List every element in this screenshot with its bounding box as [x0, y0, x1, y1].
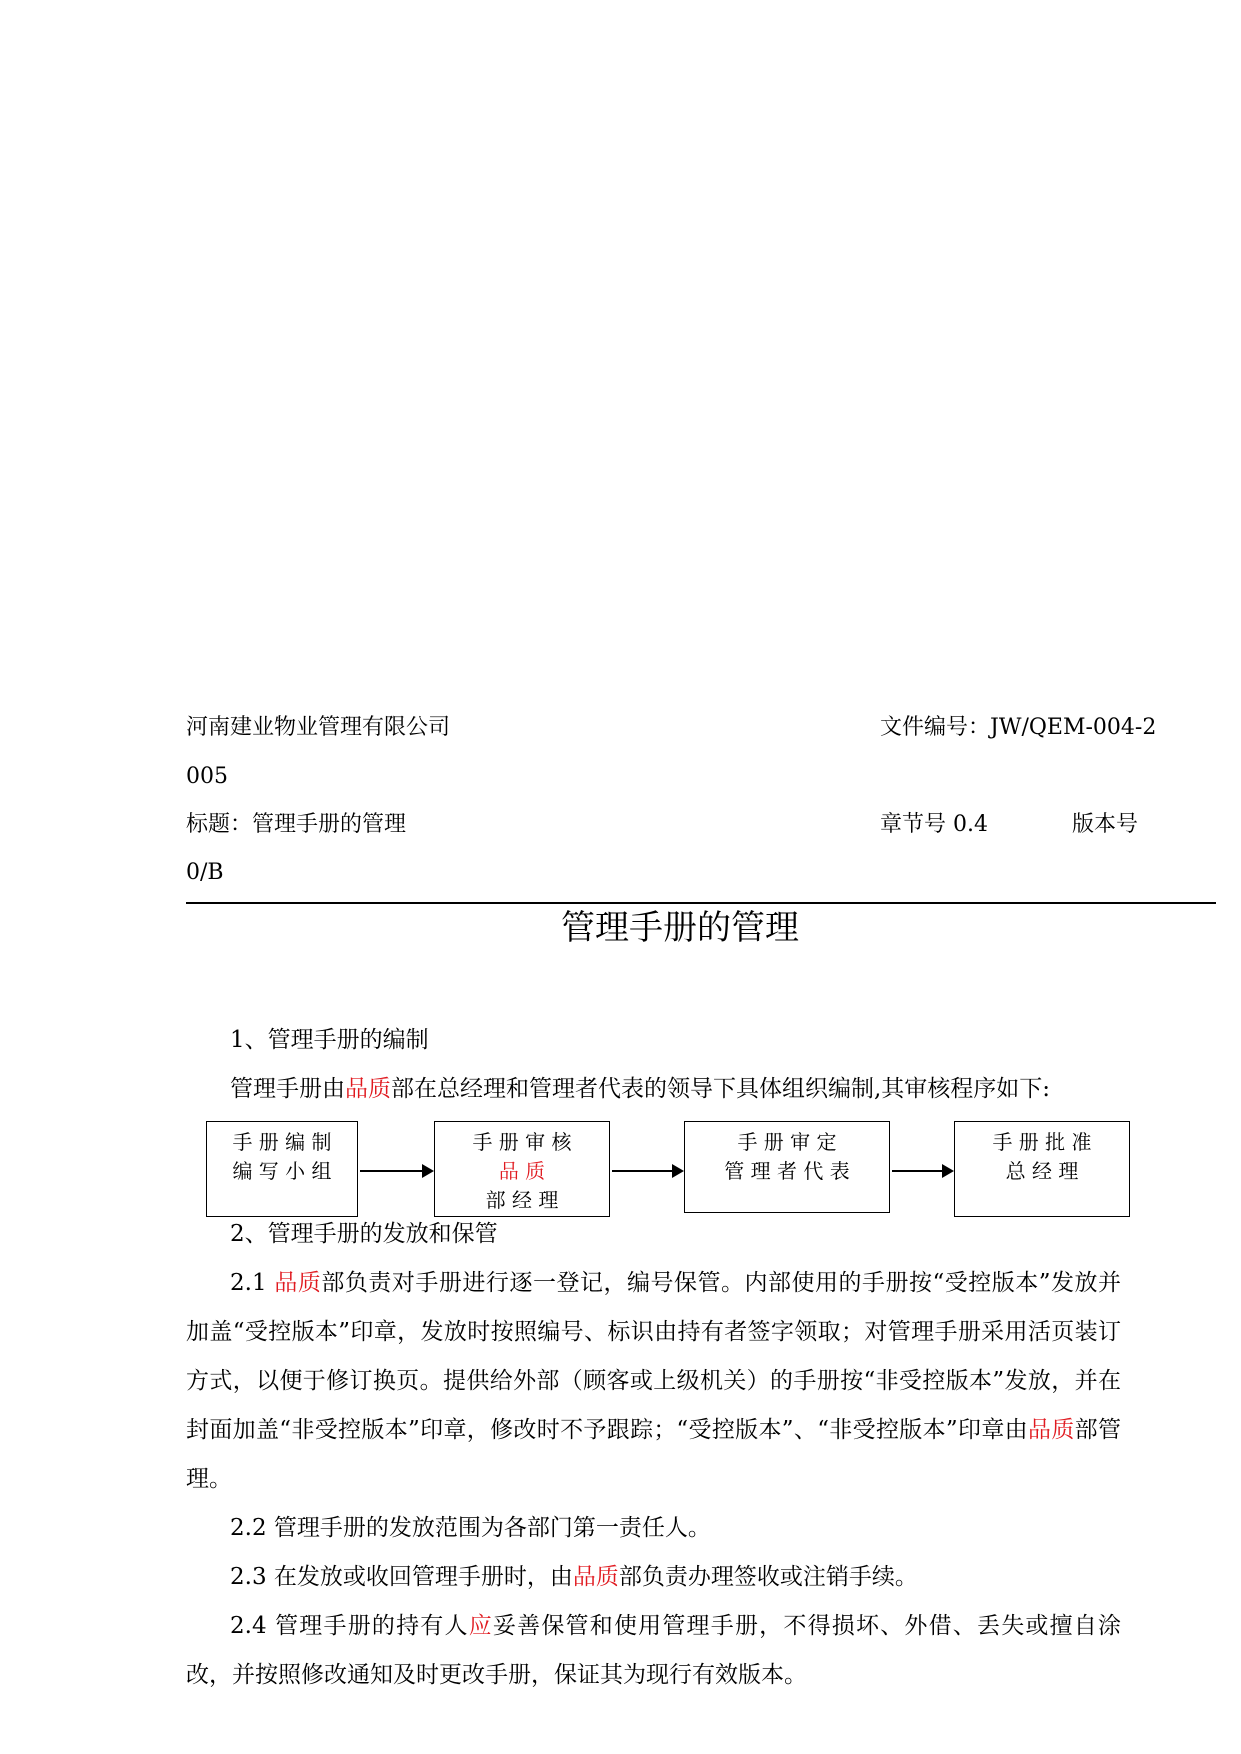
flow-box-approve	[684, 1121, 890, 1213]
doc-number-label: 文件编号：	[880, 715, 991, 740]
section-1-intro	[186, 1065, 1121, 1114]
flow-arrow-1	[360, 1170, 432, 1172]
section-2-heading: 2、管理手册的发放和保管	[230, 1221, 498, 1247]
section-2	[186, 1210, 1121, 1700]
flow-box-review-red: 品 质	[498, 1159, 546, 1183]
intro-text-a: 管理手册由	[230, 1076, 345, 1102]
p23-text-a: 2.3 在发放或收回管理手册时，由	[230, 1564, 573, 1590]
doc-number	[880, 714, 1156, 742]
flow-box-ratify-line1: 手 册 批 准	[992, 1130, 1092, 1154]
doc-number-value: JW/QEM-004-2	[990, 715, 1157, 740]
flow-arrow-2	[612, 1170, 682, 1172]
flow-box-approve-line2: 管 理 者 代 表	[724, 1159, 850, 1183]
p24-text-a: 2.4 管理手册的持有人	[230, 1613, 469, 1639]
paragraph-2-3	[186, 1553, 1121, 1602]
p21-text-a: 部负责对手册进行逐一登记，编号保管。内部使用的手册按“受控版本”发放并加盖“受控版本”印章，发放时按照编号、标识由持有者签字领取；对管理手册采用活页装订方式，以便于修订换页。提供给外部（顾客或上级机关）的手册按“非受控版本”发放，并在封面加盖“非受控版本”印章，修改时不予跟踪；“受控版本”、“非受控版本”印章由	[186, 1270, 1122, 1443]
flow-box-compile-line2: 编 写 小 组	[232, 1159, 332, 1183]
p21-red-1: 品质	[274, 1270, 322, 1296]
p21-num: 2.1	[230, 1270, 275, 1296]
intro-text-red: 品质	[345, 1076, 391, 1102]
flow-box-compile	[206, 1121, 358, 1217]
flow-box-ratify-line2: 总 经 理	[1005, 1159, 1079, 1183]
flow-box-review-line1: 手 册 审 核	[472, 1130, 572, 1154]
flow-box-ratify	[954, 1121, 1130, 1217]
p23-text-b: 部负责办理签收或注销手续。	[618, 1564, 918, 1590]
flow-box-review-line2	[435, 1157, 609, 1215]
flow-box-approve-line1: 手 册 审 定	[737, 1130, 837, 1154]
paragraph-2-4	[186, 1602, 1121, 1700]
company-name: 河南建业物业管理有限公司	[186, 715, 451, 740]
paragraph-2-2: 2.2 管理手册的发放范围为各部门第一责任人。	[230, 1515, 711, 1541]
flow-box-compile-line1: 手 册 编 制	[232, 1130, 332, 1154]
version-value: 0/B	[186, 860, 224, 885]
header-title: 标题：管理手册的管理	[186, 812, 407, 837]
flow-box-review	[434, 1121, 610, 1217]
intro-text-b: 部在总经理和管理者代表的领导下具体组织编制,其审核程序如下:	[391, 1076, 1051, 1102]
p21-text-b: 部管理。	[186, 1417, 1121, 1492]
flow-box-review-rest: 部 经 理	[485, 1188, 559, 1212]
version-label: 版本号	[1072, 812, 1139, 837]
doc-number-continued: 005	[186, 764, 228, 789]
paragraph-2-1	[186, 1259, 1121, 1504]
p24-red: 应	[468, 1613, 493, 1639]
p21-red-2: 品质	[1028, 1417, 1075, 1443]
document-title: 管理手册的管理	[561, 908, 799, 948]
chapter-number: 章节号 0.4	[880, 812, 988, 837]
p23-red: 品质	[572, 1564, 619, 1590]
header-divider	[186, 902, 1216, 904]
section-1	[186, 1016, 1121, 1114]
section-1-heading: 1、管理手册的编制	[230, 1027, 429, 1053]
flow-arrow-3	[892, 1170, 952, 1172]
p24-text-b: 妥善保管和使用管理手册，不得损坏、外借、丢失或擅自涂改，并按照修改通知及时更改手册，保证其为现行有效版本。	[186, 1613, 1121, 1688]
